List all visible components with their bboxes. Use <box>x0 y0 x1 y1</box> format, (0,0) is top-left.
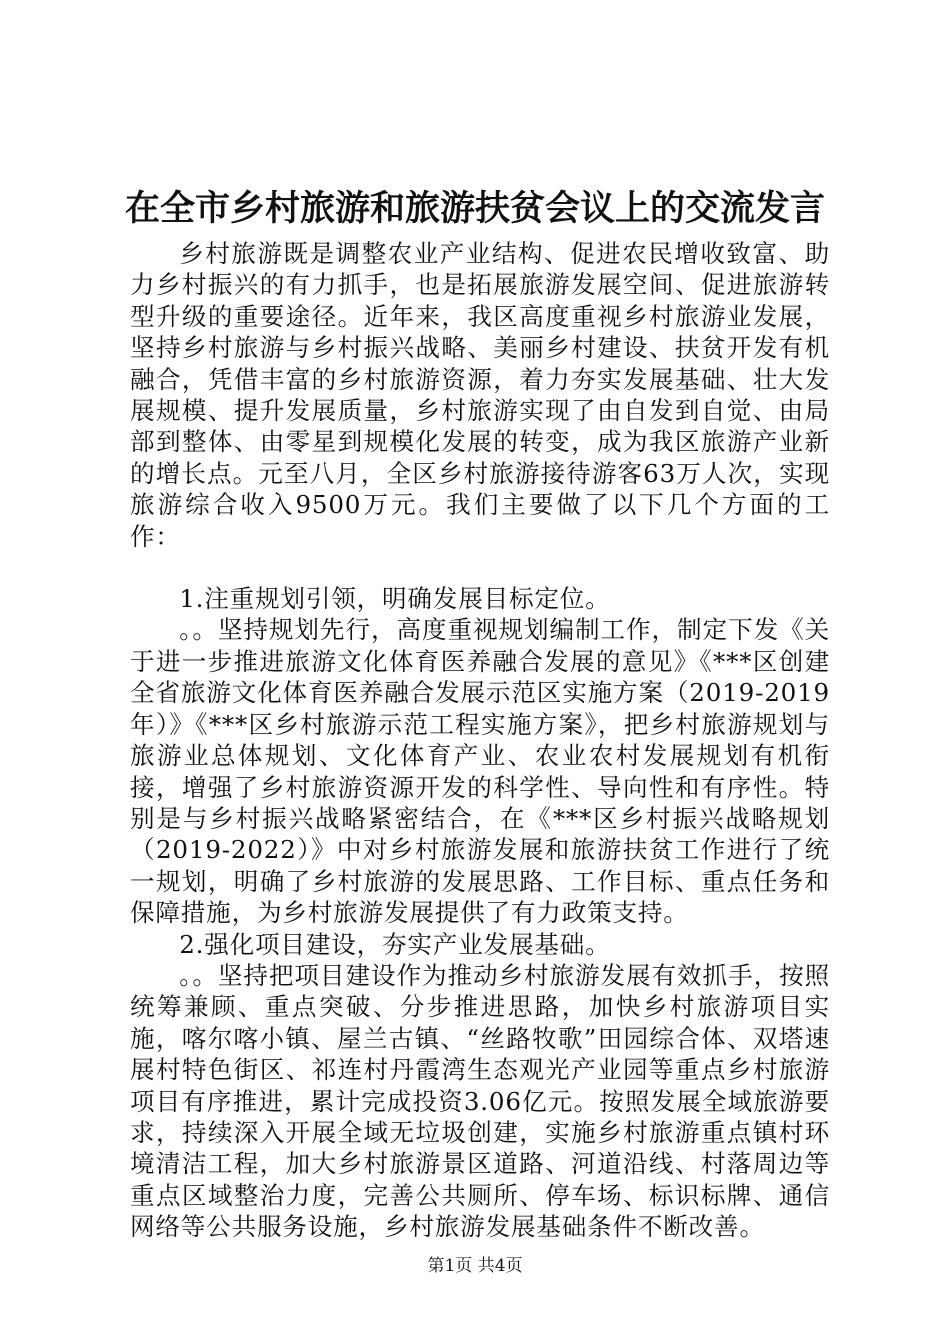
section-paragraph-2: 。。坚持把项目建设作为推动乡村旅游发展有效抓手，按照统筹兼顾、重点突破、分步推进思路，加快乡村旅游项目实施，喀尔喀小镇、屋兰古镇、“丝路牧歌”田园综合体、双塔速展村特色街区、祁连村丹霞湾生态观光产业园等重点乡村旅游项目有序推进，累计完成投资3.06亿元。按照发展全域旅游要求，持续深入开展全域无垃圾创建，实施乡村旅游重点镇村环境清洁工程，加大乡村旅游景区道路、河道沿线、村落周边等重点区域整治力度，完善公共厕所、停车场、标识标牌、通信网络等公共服务设施，乡村旅游发展基础条件不断改善。 <box>130 960 830 1242</box>
section-heading-2: 2.强化项目建设，夯实产业发展基础。 <box>179 929 611 959</box>
section-paragraph-1: 。。坚持规划先行，高度重视规划编制工作，制定下发《关于进一步推进旅游文化体育医养融合发展的意见》《***区创建全省旅游文化体育医养融合发展示范区实施方案（2019-2019年）》《***区乡村旅游示范工程实施方案》，把乡村旅游规划与旅游业总体规划、文化体育产业、农业农村发展规划有机衔接，增强了乡村旅游资源开发的科学性、导向性和有序性。特别是与乡村振兴战略紧密结合，在《***区乡村振兴战略规划（2019-2022）》中对乡村旅游发展和旅游扶贫工作进行了统一规划，明确了乡村旅游的发展思路、工作目标、重点任务和保障措施，为乡村旅游发展提供了有力政策支持。 <box>130 615 830 928</box>
section-heading-1: 1.注重规划引领，明确发展目标定位。 <box>179 584 611 614</box>
document-title: 在全市乡村旅游和旅游扶贫会议上的交流发言 <box>124 188 825 229</box>
document-body <box>130 238 830 1243</box>
page-number-footer: 第1页 共4页 <box>427 1256 523 1276</box>
intro-paragraph: 乡村旅游既是调整农业产业结构、促进农民增收致富、助力乡村振兴的有力抓手，也是拓展旅游发展空间、促进旅游转型升级的重要途径。近年来，我区高度重视乡村旅游业发展，坚持乡村旅游与乡村振兴战略、美丽乡村建设、扶贫开发有机融合，凭借丰富的乡村旅游资源，着力夯实发展基础、壮大发展规模、提升发展质量，乡村旅游实现了由自发到自觉、由局部到整体、由零星到规模化发展的转变，成为我区旅游产业新的增长点。元至八月，全区乡村旅游接待游客63万人次，实现旅游综合收入9500万元。我们主要做了以下几个方面的工作： <box>130 239 830 551</box>
